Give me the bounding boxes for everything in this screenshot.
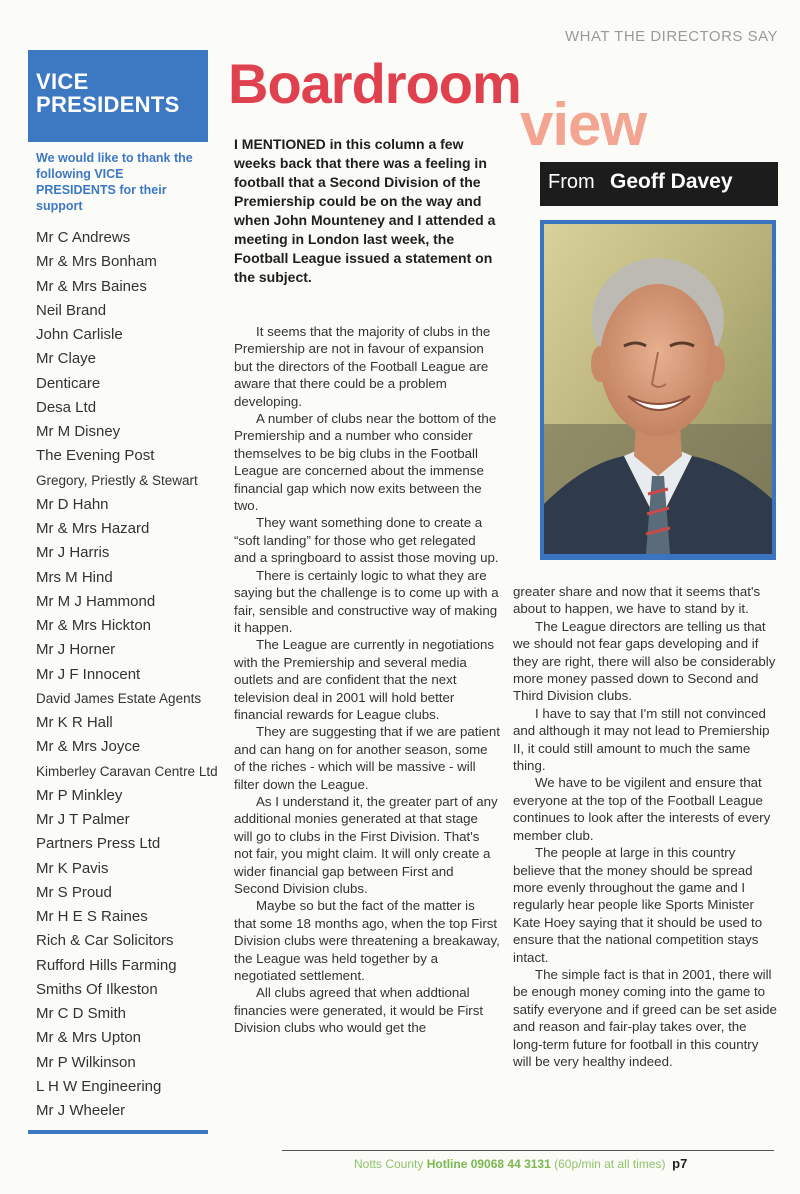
article-paragraph: We have to be vigilent and ensure that everyone at the top of the Football League continues to look after the interests of every member club.	[513, 775, 771, 843]
sidebar-bottom-rule	[28, 1130, 208, 1134]
article-paragraph: As I understand it, the greater part of any additional monies generated at that stage will go to clubs in the First Division. That's not fair, you might claim. It will only create a wider financial gap between First and Second Division clubs.	[234, 793, 498, 896]
article-paragraph: There is certainly logic to what they are saying but the challenge is to come up with a fair, sensible and constructive way of making it happen.	[234, 567, 499, 635]
vice-president-name: Desa Ltd	[36, 398, 97, 416]
vice-president-name: Mr & Mrs Baines	[36, 277, 147, 295]
vice-president-name: Mr P Wilkinson	[36, 1053, 136, 1071]
vice-president-name: Mr & Mrs Upton	[36, 1029, 142, 1047]
footer-club: Notts County	[354, 1157, 427, 1171]
intro-text: in this column a few weeks back that there was a feeling in football that a Second Division of the Premiership could be on the way and when John Mounteney and I attended a meeting in London last week, the Football League issued a statement on the subject.	[234, 136, 496, 285]
article-paragraph: A number of clubs near the bottom of the Premiership and a number who consider themselves to be big clubs in the Football League are concerned about the immense financial gap which now exits between the two.	[234, 411, 497, 514]
vice-president-name: Mr & Mrs Joyce	[36, 738, 141, 756]
article-column-1	[234, 323, 500, 1037]
byline-author: Geoff Davey	[610, 170, 733, 193]
vice-president-name: Mr Claye	[36, 350, 97, 368]
vice-president-name: Mr J T Palmer	[36, 811, 130, 828]
headline-view: view	[520, 91, 647, 158]
byline-from: From	[548, 171, 595, 193]
sidebar-thanks: We would like to thank the following VICE PRESIDENTS for their support	[36, 151, 193, 213]
vice-presidents-list	[36, 226, 218, 1123]
article-paragraph: It seems that the majority of clubs in the Premiership are not in favour of expansion but the directors of the Football League are aware that there could be a problem developing.	[234, 324, 491, 409]
vice-president-name: Rich & Car Solicitors	[36, 932, 174, 950]
vice-president-name: Partners Press Ltd	[36, 835, 161, 853]
vice-president-name: Gregory, Priestly & Stewart	[36, 472, 198, 488]
article-paragraph: The League are currently in negotiations with the Premiership and several media outlets and are confident that the next television deal in 2001 will hold better financial rewards for League clubs.	[234, 637, 495, 722]
footer-rate: (60p/min at all times)	[550, 1157, 666, 1171]
vice-president-name: Rufford Hills Farming	[36, 956, 177, 974]
vice-president-name: Mr C Andrews	[36, 229, 131, 246]
vice-president-name: John Carlisle	[36, 326, 123, 343]
vice-president-name: David James Estate Agents	[36, 690, 202, 706]
vice-president-name: Mr J Wheeler	[36, 1102, 126, 1119]
vice-president-name: Mr & Mrs Bonham	[36, 253, 157, 271]
sidebar-title	[36, 70, 180, 116]
vice-president-name: Mr M J Hammond	[36, 592, 156, 610]
page-number: p7	[672, 1156, 688, 1171]
vice-president-name: Kimberley Caravan Centre Ltd	[36, 763, 218, 779]
article-paragraph: The simple fact is that in 2001, there will be enough money coming into the game to satify everyone and if greed can be set aside and reason and fair-play takes over, the long-term future for football in this country will be very healthy indeed.	[513, 966, 777, 1069]
article-paragraph: The League directors are telling us that we should not fear gaps developing and if they are right, there will also be considerably more money passed down to Second and Third Division clubs.	[513, 618, 776, 704]
vice-president-name: Mr D Hahn	[36, 495, 109, 513]
vice-president-name: Mr J Horner	[36, 641, 116, 659]
author-photo	[544, 224, 772, 554]
article-paragraph: Maybe so but the fact of the matter is that some 18 months ago, when the top First Division clubs were threatening a breakaway, the League was held together by a negotiated settlement.	[234, 898, 500, 984]
byline	[540, 162, 778, 206]
intro-lead: I MENTIONED	[234, 136, 326, 152]
vice-president-name: Mr H E S Raines	[36, 908, 148, 925]
vice-president-name: Mr P Minkley	[36, 786, 123, 804]
vice-president-name: Smiths Of Ilkeston	[36, 980, 158, 998]
vice-president-name: Mr J F Innocent	[36, 665, 141, 683]
article-paragraph: They want something done to create a “soft landing” for those who get relegated and a springboard to assist those moving up.	[234, 515, 499, 566]
article-paragraph: The people at large in this country believe that the money should be spread more evenly throughout the game and I regularly hear people like Sports Minister Kate Hoey saying that it should be used to ensure that the national competition stays intact.	[513, 845, 763, 965]
sidebar-title-line1: VICE	[36, 69, 89, 94]
section-label: WHAT THE DIRECTORS SAY	[565, 28, 778, 45]
headline-boardroom: Boardroom	[228, 52, 521, 115]
vice-presidents-sidebar	[28, 50, 218, 1135]
footer	[354, 1156, 687, 1171]
author-photo-frame	[540, 220, 776, 560]
vice-president-name: Mr K R Hall	[36, 714, 113, 731]
article-paragraph: They are suggesting that if we are patient and can hang on for another season, some of the riches - which will be massive - will filter down the League.	[234, 724, 500, 792]
vice-president-name: Mr J Harris	[36, 544, 110, 562]
article-paragraph: I have to say that I'm still not convinced and although it may not lead to Premiership II, it could still amount to much the same thing.	[513, 705, 770, 774]
sidebar-title-line2: PRESIDENTS	[36, 92, 180, 117]
footer-hotline: Hotline 09068 44 3131	[426, 1157, 551, 1171]
vice-president-name: Mr & Mrs Hazard	[36, 520, 150, 537]
vice-president-name: The Evening Post	[36, 447, 155, 465]
vice-president-name: Denticare	[36, 374, 101, 392]
vice-president-name: Neil Brand	[36, 301, 107, 319]
vice-president-name: Mrs M Hind	[36, 568, 113, 586]
article-column-2	[513, 583, 777, 1070]
vice-president-name: Mr & Mrs Hickton	[36, 617, 152, 634]
footer-rule	[282, 1150, 774, 1151]
vice-president-name: Mr K Pavis	[36, 859, 109, 877]
vice-president-name: Mr S Proud	[36, 883, 112, 901]
portrait-illustration	[544, 224, 772, 554]
sidebar-header	[28, 50, 208, 142]
article-paragraph: All clubs agreed that when addtional financies were generated, it would be First Division clubs who would get the	[234, 985, 484, 1036]
vice-president-name: Mr M Disney	[36, 423, 121, 440]
vice-president-name: Mr C D Smith	[36, 1005, 126, 1022]
vice-president-name: L H W Engineering	[36, 1077, 162, 1095]
article-intro	[234, 135, 500, 287]
article-paragraph: greater share and now that it seems that's about to happen, we have to stand by it.	[513, 584, 761, 617]
